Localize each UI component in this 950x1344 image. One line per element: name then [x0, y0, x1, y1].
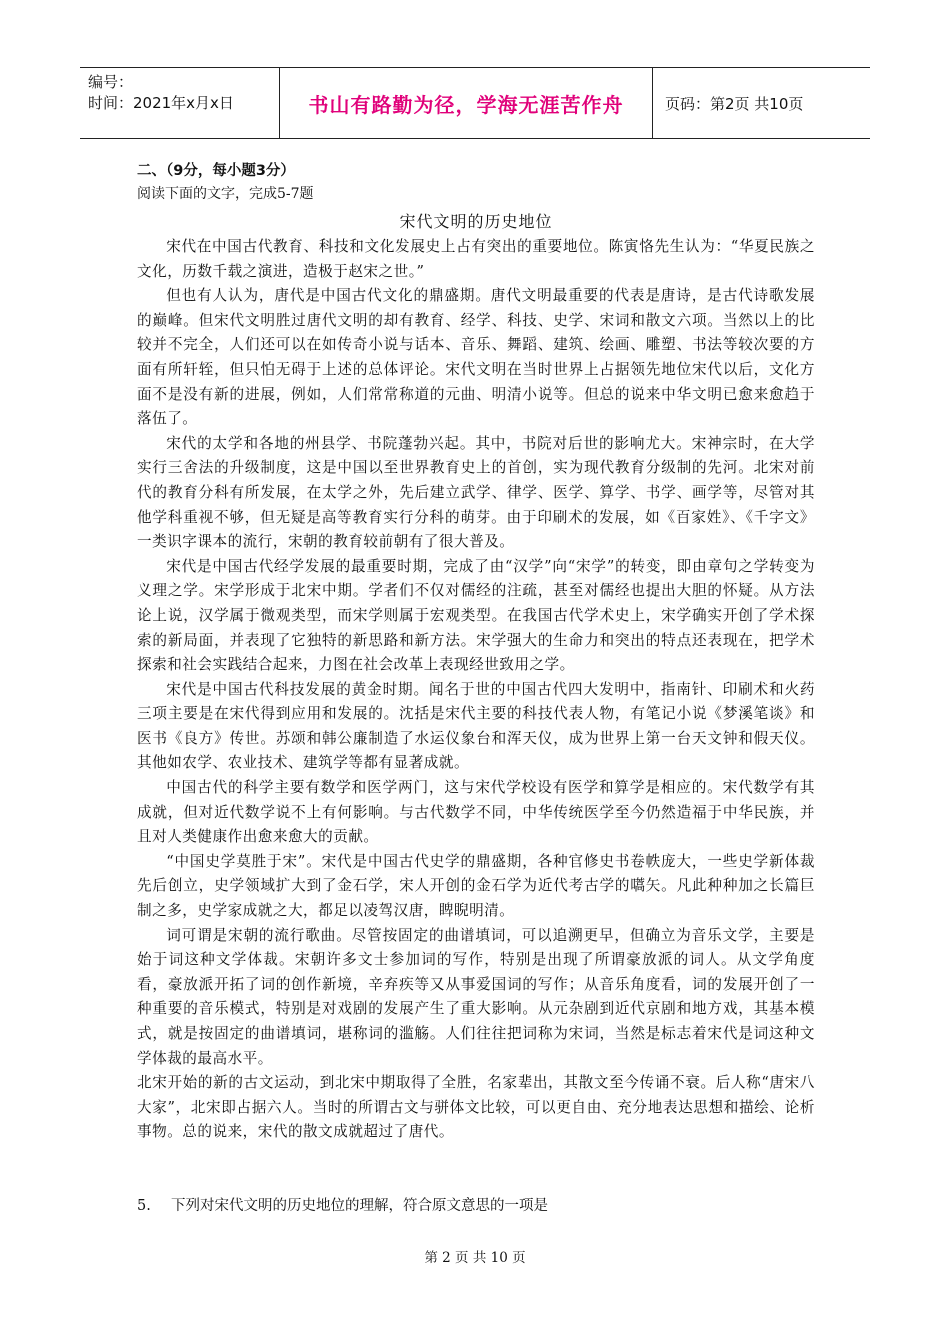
article-paragraph: 宋代是中国古代经学发展的最重要时期，完成了由“汉学”向“宋学”的转变，即由章句之学转变为义理之学。宋学形成于北宋中期。学者们不仅对儒经的注疏，甚至对儒经也提出大胆的怀疑。从方法论上说，汉学属于微观类型，而宋学则属于宏观类型。在我国古代学术史上，宋学确实开创了学术探索的新局面，并表现了它独特的新思路和新方法。宋学强大的生命力和突出的特点还表现在，把学术探索和社会实践结合起来，力图在社会改革上表现经世致用之学。: [137, 557, 815, 674]
section-instruction: 阅读下面的文字，完成5-7题: [137, 186, 314, 202]
article-paragraph: 宋代的太学和各地的州县学、书院蓬勃兴起。其中，书院对后世的影响尤大。宋神宗时，在大学实行三舍法的升级制度，这是中国以至世界教育史上的首创，实为现代教育分级制的先河。北宋对前代的教育分科有所发展，在太学之外，先后建立武学、律学、医学、算学、书学、画学等，尽管对其他学科重视不够，但无疑是高等教育实行分科的萌芽。由于印刷术的发展，如《百家姓》、《千字文》一类识字课本的流行，宋朝的教育较前朝有了很大普及。: [137, 434, 815, 551]
article-paragraph: 词可谓是宋朝的流行歌曲。尽管按固定的曲谱填词，可以追溯更早，但确立为音乐文学，主要是始于词这种文学体裁。宋朝许多文士参加词的写作，特别是出现了所谓豪放派的词人。从文学角度看，豪放派开拓了词的创作新境，辛弃疾等又从事爱国词的写作；从音乐角度看，词的发展开创了一种重要的音乐模式，特别是对戏剧的发展产生了重大影响。从元杂剧到近代京剧和地方戏，其基本模式，就是按固定的曲谱填词，堪称词的滥觞。人们往往把词称为宋词，当然是标志着宋代是词这种文学体裁的最高水平。: [137, 926, 815, 1067]
article-paragraph: “中国史学莫胜于宋”。宋代是中国古代史学的鼎盛期，各种官修史书卷帙庞大，一些史学新体裁先后创立，史学领域扩大到了金石学，宋人开创的金石学为近代考古学的嚆矢。凡此种种加之长篇巨制之多，史学家成就之大，都足以凌驾汉唐，睥睨明清。: [137, 852, 815, 920]
article-title: 宋代文明的历史地位: [399, 212, 553, 231]
serial-label: 编号：: [88, 73, 134, 91]
article-paragraph: 宋代在中国古代教育、科技和文化发展史上占有突出的重要地位。陈寅恪先生认为：“华夏民族之文化，历数千载之演进，造极于赵宋之世。”: [137, 238, 815, 280]
question-item: [137, 1194, 548, 1215]
header-motto: 书山有路勤为径，学海无涯苦作舟: [280, 68, 653, 138]
question-text: 下列对宋代文明的历史地位的理解，符合原文意思的一项是: [171, 1198, 548, 1214]
article-paragraph: 中国古代的科学主要有数学和医学两门，这与宋代学校设有医学和算学是相应的。宋代数学有其成就，但对近代数学说不上有何影响。与古代数学不同，中华传统医学至今仍然造福于中华民族，并且对人类健康作出愈来愈大的贡献。: [137, 779, 815, 846]
page-footer: 第 2 页 共 10 页: [424, 1250, 526, 1266]
question-number: 5.: [137, 1198, 151, 1214]
date-label: 时间：2021年x月x日: [88, 94, 234, 112]
page-header: [80, 67, 870, 139]
header-meta: [80, 68, 280, 138]
article-paragraph: 北宋开始的新的古文运动，到北宋中期取得了全胜，名家辈出，其散文至今传诵不衰。后人称“唐宋八大家”，北宋即占据六人。当时的所谓古文与骈体文比较，可以更自由、充分地表达思想和描绘、论析事物。总的说来，宋代的散文成就超过了唐代。: [137, 1074, 815, 1141]
document-body: [137, 160, 815, 1145]
header-page-info: 页码：第2页 共10页: [665, 94, 804, 113]
section-title: 二、（9分，每小题3分）: [137, 163, 295, 179]
article-paragraph: 宋代是中国古代科技发展的黄金时期。闻名于世的中国古代四大发明中，指南针、印刷术和火药三项主要是在宋代得到应用和发展的。沈括是宋代主要的科技代表人物，有笔记小说《梦溪笔谈》和医书《良方》传世。苏颂和韩公廉制造了水运仪象台和浑天仪，成为世界上第一台天文钟和假天仪。其他如农学、农业技术、建筑学等都有显著成就。: [137, 680, 815, 772]
article-paragraph: 但也有人认为，唐代是中国古代文化的鼎盛期。唐代文明最重要的代表是唐诗，是古代诗歌发展的巅峰。但宋代文明胜过唐代文明的却有教育、经学、科技、史学、宋词和散文六项。当然以上的比较并不完全，人们还可以在如传奇小说与话本、音乐、舞蹈、建筑、绘画、雕塑、书法等较次要的方面有所轩轾，但只怕无碍于上述的总体评论。宋代文明在当时世界上占据领先地位宋代以后，文化方面不是没有新的进展，例如，人们常常称道的元曲、明清小说等。但总的说来中华文明已愈来愈趋于落伍了。: [137, 287, 815, 428]
